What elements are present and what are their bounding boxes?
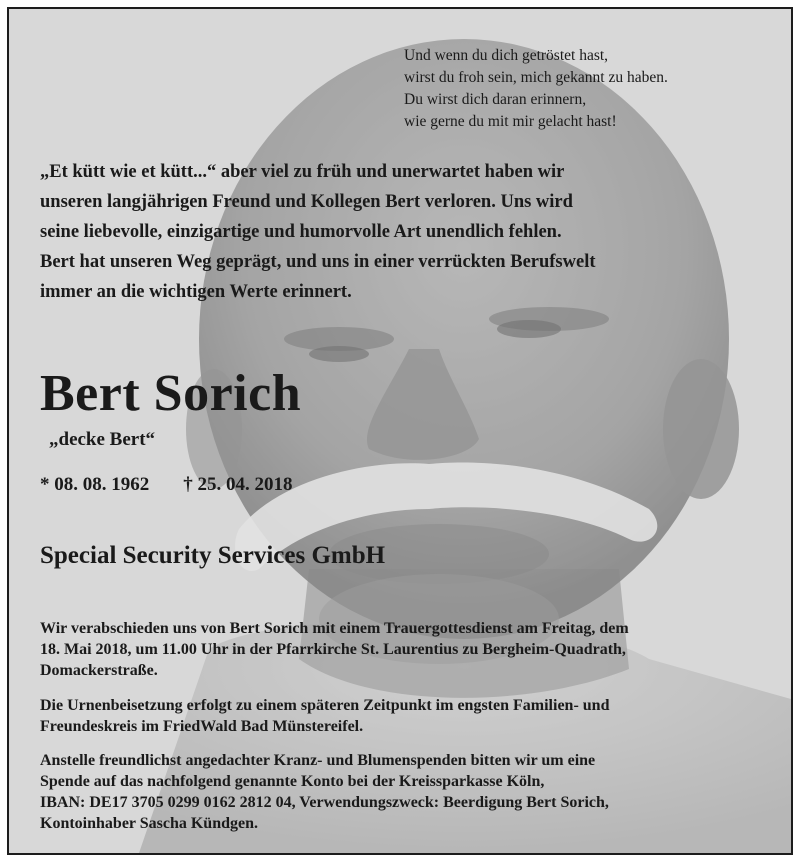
- deceased-name: Bert Sorich: [40, 365, 302, 422]
- burial-paragraph: [40, 695, 770, 737]
- poem-line: Und wenn du dich getröstet hast,: [404, 47, 609, 64]
- service-paragraph: [40, 618, 770, 681]
- donation-paragraph: [40, 750, 770, 834]
- death-date: † 25. 04. 2018: [183, 474, 293, 495]
- tribute-quote: [40, 157, 760, 307]
- poem-line: wirst du froh sein, mich gekannt zu haben.: [404, 69, 668, 86]
- quote-line: seine liebevolle, einzigartige und humorvolle Art unendlich fehlen.: [40, 222, 562, 242]
- paragraph-line: Wir verabschieden uns von Bert Sorich mit einem Trauergottesdienst am Freitag, dem: [40, 620, 629, 637]
- obituary-notice: [7, 7, 793, 855]
- deceased-nickname: „decke Bert“: [49, 429, 156, 450]
- quote-line: immer an die wichtigen Werte erinnert.: [40, 282, 352, 302]
- paragraph-line: Spende auf das nachfolgend genannte Konto bei der Kreissparkasse Köln,: [40, 773, 545, 790]
- paragraph-line: Kontoinhaber Sascha Kündgen.: [40, 815, 258, 832]
- poem: [404, 45, 668, 133]
- paragraph-line: Domackerstraße.: [40, 662, 158, 679]
- quote-line: „Et kütt wie et kütt...“ aber viel zu früh und unerwartet haben wir: [40, 162, 565, 182]
- company-name: Special Security Services GmbH: [40, 542, 386, 569]
- paragraph-line: Freundeskreis im FriedWald Bad Münstereifel.: [40, 718, 364, 735]
- life-dates: [40, 474, 293, 496]
- quote-line: unseren langjährigen Freund und Kollegen Bert verloren. Uns wird: [40, 192, 573, 212]
- paragraph-line: Die Urnenbeisetzung erfolgt zu einem späteren Zeitpunkt im engsten Familien- und: [40, 697, 610, 714]
- paragraph-line: 18. Mai 2018, um 11.00 Uhr in der Pfarrkirche St. Laurentius zu Bergheim-Quadrath,: [40, 641, 626, 658]
- poem-line: wie gerne du mit mir gelacht hast!: [404, 113, 617, 130]
- paragraph-line: IBAN: DE17 3705 0299 0162 2812 04, Verwendungszweck: Beerdigung Bert Sorich,: [40, 794, 609, 811]
- quote-line: Bert hat unseren Weg geprägt, und uns in einer verrückten Berufswelt: [40, 252, 596, 272]
- poem-line: Du wirst dich daran erinnern,: [404, 91, 587, 108]
- birth-date: * 08. 08. 1962: [40, 474, 150, 495]
- paragraph-line: Anstelle freundlichst angedachter Kranz- und Blumenspenden bitten wir um eine: [40, 752, 596, 769]
